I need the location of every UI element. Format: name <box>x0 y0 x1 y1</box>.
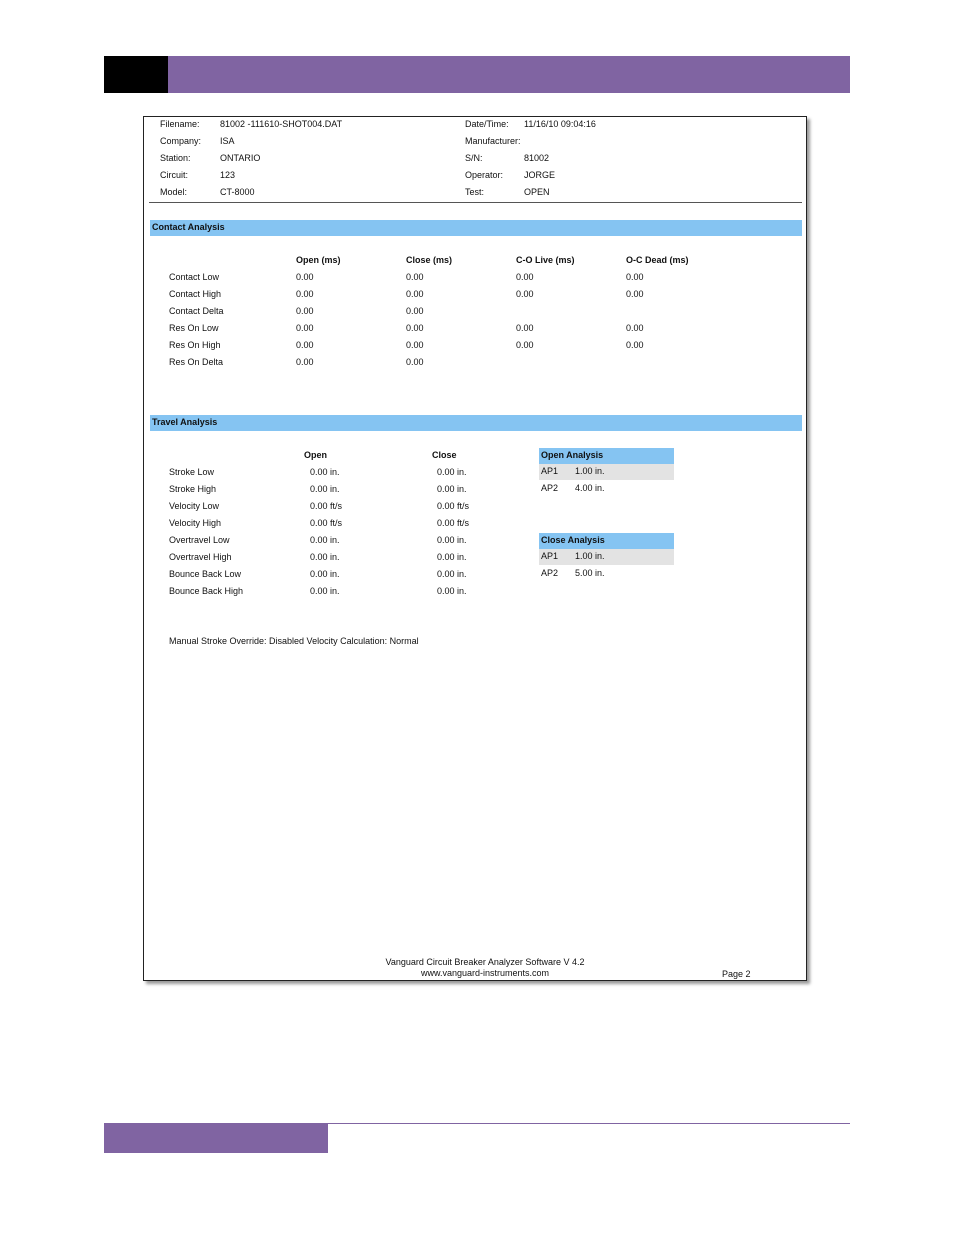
website-url: www.vanguard-instruments.com <box>420 968 550 978</box>
filename-label: Filename: <box>160 119 200 129</box>
contact-col-header: C-O Live (ms) <box>516 255 575 265</box>
close-ap1-value: 1.00 in. <box>575 551 605 561</box>
contact-cell: 0.00 <box>516 340 534 350</box>
sn-label: S/N: <box>465 153 483 163</box>
contact-row-label: Res On High <box>169 340 221 350</box>
contact-cell: 0.00 <box>406 323 424 333</box>
contact-col-header: Open (ms) <box>296 255 341 265</box>
open-ap1-value: 1.00 in. <box>575 466 605 476</box>
page-footer-bar <box>104 1124 328 1153</box>
contact-cell: 0.00 <box>406 357 424 367</box>
contact-cell: 0.00 <box>406 340 424 350</box>
travel-cell: 0.00 in. <box>310 484 340 494</box>
contact-cell: 0.00 <box>406 306 424 316</box>
travel-cell: 0.00 in. <box>437 586 467 596</box>
travel-cell: 0.00 in. <box>437 467 467 477</box>
software-version: Vanguard Circuit Breaker Analyzer Software V 4.2 <box>385 957 585 967</box>
contact-row-label: Contact Low <box>169 272 220 282</box>
page-header-block <box>104 56 168 93</box>
contact-cell: 0.00 <box>516 289 534 299</box>
travel-cell: 0.00 ft/s <box>437 501 470 511</box>
close-analysis-title: Close Analysis <box>541 535 605 545</box>
contact-cell: 0.00 <box>516 272 534 282</box>
circuit-value: 123 <box>220 170 236 180</box>
contact-cell: 0.00 <box>626 272 644 282</box>
travel-row-label: Bounce Back Low <box>169 569 242 579</box>
contact-col-header: O-C Dead (ms) <box>626 255 689 265</box>
travel-row-label: Stroke Low <box>169 467 215 477</box>
station-label: Station: <box>160 153 191 163</box>
travel-cell: 0.00 in. <box>310 467 340 477</box>
test-value: OPEN <box>524 187 550 197</box>
open-analysis-header <box>539 448 674 464</box>
travel-row-label: Velocity Low <box>169 501 220 511</box>
model-value: CT-8000 <box>220 187 255 197</box>
operator-value: JORGE <box>524 170 556 180</box>
contact-col-header: Close (ms) <box>406 255 453 265</box>
travel-analysis-title: Travel Analysis <box>152 417 218 427</box>
travel-cell: 0.00 ft/s <box>310 501 343 511</box>
circuit-label: Circuit: <box>160 170 189 180</box>
close-analysis-header <box>539 533 674 549</box>
open-ap2-name: AP2 <box>541 483 559 493</box>
travel-analysis-band <box>150 415 802 431</box>
page-number: Page 2 <box>722 969 751 979</box>
contact-row-label: Res On Low <box>169 323 219 333</box>
model-label: Model: <box>160 187 188 197</box>
travel-cell: 0.00 in. <box>310 586 340 596</box>
contact-cell: 0.00 <box>296 272 314 282</box>
operator-label: Operator: <box>465 170 504 180</box>
contact-cell: 0.00 <box>296 306 314 316</box>
travel-col-header: Close <box>432 450 457 460</box>
open-analysis-row-shade <box>539 464 674 480</box>
test-label: Test: <box>465 187 485 197</box>
open-ap1-name: AP1 <box>541 466 559 476</box>
header-divider <box>149 202 802 203</box>
travel-cell: 0.00 in. <box>437 569 467 579</box>
contact-cell: 0.00 <box>626 323 644 333</box>
travel-row-label: Stroke High <box>169 484 217 494</box>
contact-cell: 0.00 <box>626 340 644 350</box>
travel-cell: 0.00 ft/s <box>310 518 343 528</box>
manufacturer-label: Manufacturer: <box>465 136 521 146</box>
contact-cell: 0.00 <box>296 340 314 350</box>
travel-row-label: Overtravel Low <box>169 535 230 545</box>
contact-row-label: Contact Delta <box>169 306 224 316</box>
contact-analysis-title: Contact Analysis <box>152 222 225 232</box>
contact-cell: 0.00 <box>406 289 424 299</box>
datetime-value: 11/16/10 09:04:16 <box>524 119 596 129</box>
travel-row-label: Velocity High <box>169 518 222 528</box>
contact-row-label: Res On Delta <box>169 357 224 367</box>
travel-row-label: Bounce Back High <box>169 586 244 596</box>
close-ap2-name: AP2 <box>541 568 559 578</box>
company-label: Company: <box>160 136 202 146</box>
contact-cell: 0.00 <box>406 272 424 282</box>
contact-cell: 0.00 <box>296 357 314 367</box>
sn-value: 81002 <box>524 153 550 163</box>
close-ap1-name: AP1 <box>541 551 559 561</box>
travel-row-label: Overtravel High <box>169 552 232 562</box>
travel-cell: 0.00 in. <box>310 552 340 562</box>
travel-settings-note: Manual Stroke Override: Disabled Velocity Calculation: Normal <box>169 636 419 646</box>
contact-cell: 0.00 <box>516 323 534 333</box>
travel-cell: 0.00 in. <box>437 484 467 494</box>
close-analysis-row-shade <box>539 549 674 565</box>
close-ap2-value: 5.00 in. <box>575 568 605 578</box>
report-page <box>143 116 807 981</box>
contact-analysis-band <box>150 220 802 236</box>
contact-row-label: Contact High <box>169 289 222 299</box>
contact-cell: 0.00 <box>626 289 644 299</box>
page-header-bar <box>104 56 850 93</box>
company-value: ISA <box>220 136 235 146</box>
travel-cell: 0.00 ft/s <box>437 518 470 528</box>
station-value: ONTARIO <box>220 153 261 163</box>
travel-col-header: Open <box>304 450 328 460</box>
travel-cell: 0.00 in. <box>437 535 467 545</box>
open-ap2-value: 4.00 in. <box>575 483 605 493</box>
open-analysis-title: Open Analysis <box>541 450 604 460</box>
travel-cell: 0.00 in. <box>310 569 340 579</box>
contact-cell: 0.00 <box>296 323 314 333</box>
filename-value: 81002 -111610-SHOT004.DAT <box>220 119 343 129</box>
travel-cell: 0.00 in. <box>310 535 340 545</box>
contact-cell: 0.00 <box>296 289 314 299</box>
travel-cell: 0.00 in. <box>437 552 467 562</box>
datetime-label: Date/Time: <box>465 119 509 129</box>
